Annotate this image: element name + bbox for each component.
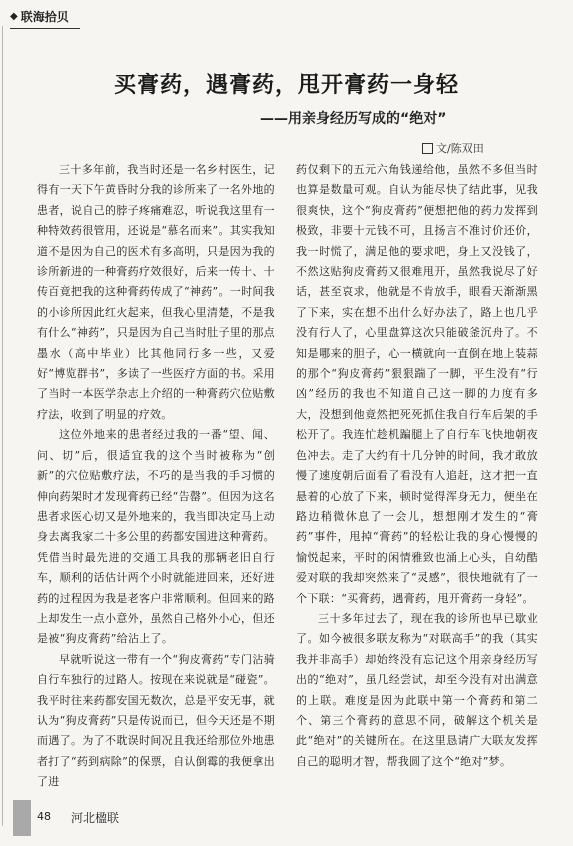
magazine-name: 河北楹联 xyxy=(71,811,120,825)
left-text-column xyxy=(37,160,275,793)
column-tag xyxy=(10,8,80,29)
page-number: 48 xyxy=(37,810,51,823)
body-paragraph: 这位外地来的患者经过我的一番“望、闻、问、切”后，很适宜我的这个当时被称为“创新”的穴位贴敷疗法，不巧的是当我的手习惯的伸向药架时才发现膏药已经“告罄”。但因为这名患者求医心切又是外地来的，我当即决定马上动身去离我家二十多公里的药都安国进这种膏药。凭借当时最先进的交通工具我的那辆老旧自行车，顺利的话估计两个小时就能进回来，还好进药的过程因为我是老客户非常顺利。但回来的路上却发生一点小意外，虽然自己格外小心，但还是被“狗皮膏药”给沾上了。 xyxy=(37,428,275,646)
byline-author: 文/陈双田 xyxy=(436,142,484,155)
diamond-icon: ◆ xyxy=(10,11,18,22)
right-text-column xyxy=(296,160,538,772)
body-paragraph: 三十多年过去了，现在我的诊所也早已歇业了。如今被很多联友称为“对联高手”的我（其实我并非高手）却始终没有忘记这个用亲身经历写出的“绝对”，虽几经尝试，却至今没有对出满意的上联。难度是因为此联中第一个膏药和第二个、第三个膏药的意思不同，破解这个机关是此“绝对”的关键所在。在这里恳请广大联友发挥自己的聪明才智，帮我圆了这个“绝对”梦。 xyxy=(296,611,538,768)
page-footer xyxy=(13,800,573,836)
body-paragraph: 三十多年前，我当时还是一名乡村医生，记得有一天下午黄昏时分我的诊所来了一名外地的患者，说自己的脖子疼痛难忍，听说我这里有一种特效药很管用，还说是“慕名而来”。其实我知道不是因为自己的医术有多高明，只是因为我的诊所新进的一种膏药疗效很好，后来一传十、十传百竟把我的这种膏药传成了“神药”。一时间我的小诊所因此红火起来，但我心里清楚，不是我有什么“神药”，只是因为自己当时肚子里的那点墨水（高中毕业）比其他同行多一些，又爱好“博览群书”，多读了一些医疗方面的书。采用了当时一本医学杂志上介绍的一种膏药穴位贴敷疗法，收到了明显的疗效。 xyxy=(37,163,275,421)
body-paragraph-continued: 药仅剩下的五元六角钱递给他，虽然不多但当时也算是数量可观。自认为能尽快了结此事，见我很爽快，这个“狗皮膏药”便想把他的药力发挥到极致，非要十元钱不可，且扬言不准讨价还价，我一时慌了，满足他的要求吧，身上又没钱了，不然这贴狗皮膏药又很难甩开，虽然我说尽了好话，甚至哀求，他就是不肯放手，眼看天渐渐黑了下来，实在想不出什么好办法了，路上也几乎没有行人了，心里盘算这次只能破釜沉舟了。不知是哪来的胆子，心一横就向一直倒在地上装蒜的那个“狗皮膏药”狠狠踹了一脚，平生没有“行凶”经历的我也不知道自己这一脚的力度有多大，没想到他竟然把死死抓住我自行车后架的手松开了。我连忙趁机蹁腿上了自行车飞快地朝夜色冲去。走了大约有十几分钟的时间，我才敢放慢了速度朝后面看了看没有人追赶，这才把一直悬着的心放了下来，顿时觉得浑身无力，便坐在路边稍微休息了一会儿，想想刚才发生的“膏药”事件，甩掉“膏药”的轻松让我的身心慢慢的愉悦起来，平时的闲情雅致也涌上心头，自幼酷爱对联的我却突然来了“灵感”，很快地就有了一个下联：“买膏药，遇膏药，甩开膏药一身轻”。 xyxy=(296,163,538,605)
column-tag-label: 联海拾贝 xyxy=(20,10,69,24)
footer-bar xyxy=(13,800,31,836)
article-subtitle: ——用亲身经历写成的“绝对” xyxy=(260,111,447,127)
margin-rule xyxy=(2,26,3,826)
article-title: 买膏药，遇膏药，甩开膏药一身轻 xyxy=(113,72,459,98)
checkbox-square-icon xyxy=(422,143,433,154)
body-paragraph: 早就听说这一带有一个“狗皮膏药”专门沾骑自行车独行的过路人。按现在来说就是“碰瓷”。我平时往来药都安国无数次，总是平安无事，就认为“狗皮膏药”只是传说而已，但今天还是不期而遇了。为了不耽误时间况且我还给那位外地患者打了“药到病除”的保票，自认倒霉的我便拿出了进 xyxy=(37,652,275,789)
byline xyxy=(422,140,484,156)
